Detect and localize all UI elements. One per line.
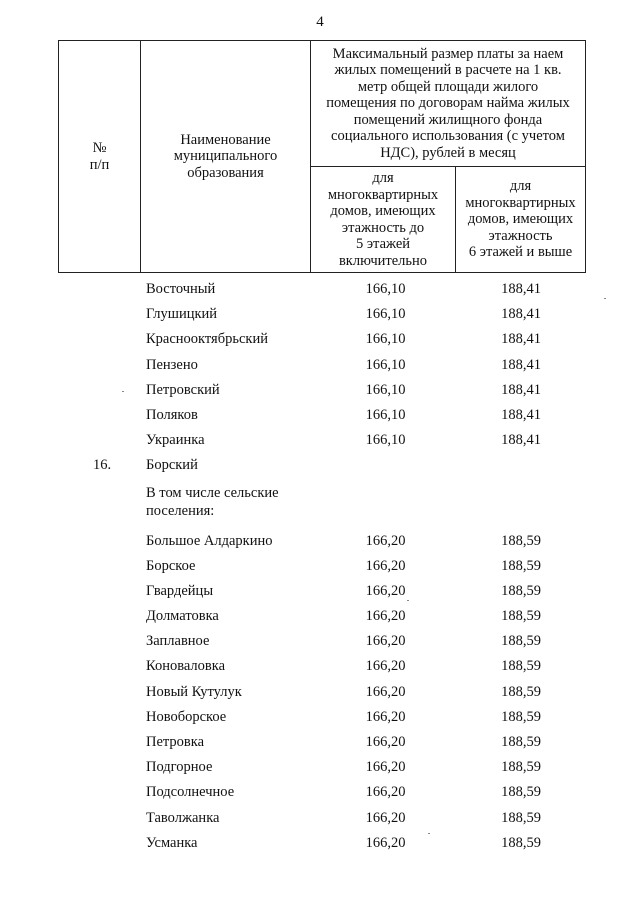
fee-6-floors-and-above: 188,59 bbox=[501, 708, 541, 725]
municipality-name: Пензено bbox=[146, 356, 198, 373]
municipality-name: Гвардейцы bbox=[146, 582, 214, 599]
municipality-name: Украинка bbox=[146, 432, 205, 449]
fee-6-floors-and-above: 188,41 bbox=[501, 331, 541, 348]
table-row bbox=[0, 579, 640, 604]
fee-up-to-5-floors: 166,10 bbox=[365, 406, 406, 423]
municipality-name: Петровский bbox=[146, 381, 220, 398]
fee-up-to-5-floors: 166,20 bbox=[365, 633, 406, 650]
table-header bbox=[58, 40, 586, 273]
table-row bbox=[0, 806, 640, 831]
table-row bbox=[0, 302, 640, 327]
fee-up-to-5-floors: 166,20 bbox=[365, 557, 406, 574]
fee-up-to-5-floors: 166,10 bbox=[365, 381, 406, 398]
column-header-up-to-5-floors: для многоквартирных домов, имеющих этажность до 5 этажей включительно bbox=[311, 167, 456, 273]
section-name: Борский bbox=[146, 457, 198, 474]
municipality-name: Поляков bbox=[146, 406, 198, 423]
municipality-name: Заплавное bbox=[146, 633, 210, 650]
municipality-name: Коноваловка bbox=[146, 658, 226, 675]
table-row bbox=[0, 277, 640, 302]
municipality-name: Таволжанка bbox=[146, 809, 220, 826]
scan-speck bbox=[604, 298, 606, 299]
table-row bbox=[0, 705, 640, 730]
scan-speck bbox=[122, 391, 124, 392]
table-row bbox=[0, 629, 640, 654]
fee-6-floors-and-above: 188,41 bbox=[501, 432, 541, 449]
fee-up-to-5-floors: 166,20 bbox=[365, 708, 406, 725]
scan-speck bbox=[407, 600, 409, 601]
table-row bbox=[0, 403, 640, 428]
table-body bbox=[0, 277, 640, 856]
fee-6-floors-and-above: 188,41 bbox=[501, 381, 541, 398]
fee-6-floors-and-above: 188,59 bbox=[501, 582, 541, 599]
municipality-name: Глушицкий bbox=[146, 306, 218, 323]
fee-up-to-5-floors: 166,20 bbox=[365, 658, 406, 675]
column-header-max-fee: Максимальный размер платы за наем жилых помещений в расчете на 1 кв. метр общей площади жилого помещения по договорам найма жилых помещений жилищного фонда социального использования (с учетом НДС), рублей в месяц bbox=[311, 41, 586, 167]
fee-6-floors-and-above: 188,59 bbox=[501, 633, 541, 650]
scan-speck bbox=[428, 833, 430, 834]
fee-up-to-5-floors: 166,10 bbox=[365, 331, 406, 348]
table-row bbox=[0, 378, 640, 403]
fee-up-to-5-floors: 166,10 bbox=[365, 432, 406, 449]
fee-6-floors-and-above: 188,59 bbox=[501, 658, 541, 675]
page-number: 4 bbox=[316, 14, 324, 30]
fee-up-to-5-floors: 166,20 bbox=[365, 759, 406, 776]
municipality-name: Новоборское bbox=[146, 708, 227, 725]
municipality-name: Большое Алдаркино bbox=[146, 532, 273, 549]
municipality-name: Восточный bbox=[146, 281, 216, 297]
table-row bbox=[0, 831, 640, 856]
fee-up-to-5-floors: 166,10 bbox=[365, 356, 406, 373]
fee-up-to-5-floors: 166,10 bbox=[365, 281, 406, 297]
fee-up-to-5-floors: 166,20 bbox=[365, 809, 406, 826]
fee-up-to-5-floors: 166,20 bbox=[365, 734, 406, 750]
municipality-name: Подгорное bbox=[146, 759, 213, 776]
section-number: 16. bbox=[93, 457, 112, 474]
fee-6-floors-and-above: 188,59 bbox=[501, 809, 541, 826]
fee-6-floors-and-above: 188,41 bbox=[501, 281, 541, 297]
table-row bbox=[0, 780, 640, 805]
table-row bbox=[0, 604, 640, 629]
fee-up-to-5-floors: 166,20 bbox=[365, 834, 406, 851]
fee-6-floors-and-above: 188,59 bbox=[501, 608, 541, 625]
table-row bbox=[0, 428, 640, 453]
table-row bbox=[0, 730, 640, 755]
municipality-name: Подсолнечное bbox=[146, 784, 235, 801]
municipality-name: Усманка bbox=[146, 834, 198, 851]
fee-up-to-5-floors: 166,20 bbox=[365, 532, 406, 549]
table-row bbox=[0, 755, 640, 780]
table-row bbox=[0, 554, 640, 579]
column-header-municipality: Наименование муниципального образования bbox=[141, 41, 311, 273]
fee-6-floors-and-above: 188,59 bbox=[501, 683, 541, 700]
fee-up-to-5-floors: 166,20 bbox=[365, 608, 406, 625]
municipality-name: Новый Кутулук bbox=[146, 683, 242, 700]
column-header-6-floors-and-above: для многоквартирных домов, имеющих этажность 6 этажей и выше bbox=[456, 167, 586, 273]
table-row bbox=[0, 353, 640, 378]
fee-up-to-5-floors: 166,20 bbox=[365, 784, 406, 801]
fee-6-floors-and-above: 188,59 bbox=[501, 759, 541, 776]
municipality-name: Петровка bbox=[146, 734, 205, 750]
section-note-row bbox=[0, 479, 640, 529]
table-row bbox=[0, 529, 640, 554]
municipality-name: Борское bbox=[146, 557, 196, 574]
municipality-name: Краснооктябрьский bbox=[146, 331, 268, 348]
table-row bbox=[0, 327, 640, 352]
fee-6-floors-and-above: 188,59 bbox=[501, 734, 541, 750]
fee-6-floors-and-above: 188,59 bbox=[501, 532, 541, 549]
municipality-name: Долматовка bbox=[146, 608, 219, 625]
section-row bbox=[0, 453, 640, 478]
fee-6-floors-and-above: 188,59 bbox=[501, 834, 541, 851]
fee-6-floors-and-above: 188,41 bbox=[501, 356, 541, 373]
table-row bbox=[0, 680, 640, 705]
fee-up-to-5-floors: 166,20 bbox=[365, 582, 406, 599]
column-header-number: № п/п bbox=[59, 41, 141, 273]
fee-6-floors-and-above: 188,41 bbox=[501, 306, 541, 323]
fee-6-floors-and-above: 188,59 bbox=[501, 557, 541, 574]
section-note: В том числе сельские поселения: bbox=[146, 484, 279, 519]
fee-6-floors-and-above: 188,59 bbox=[501, 784, 541, 801]
fee-up-to-5-floors: 166,10 bbox=[365, 306, 406, 323]
table-row bbox=[0, 654, 640, 679]
fee-6-floors-and-above: 188,41 bbox=[501, 406, 541, 423]
fee-up-to-5-floors: 166,20 bbox=[365, 683, 406, 700]
